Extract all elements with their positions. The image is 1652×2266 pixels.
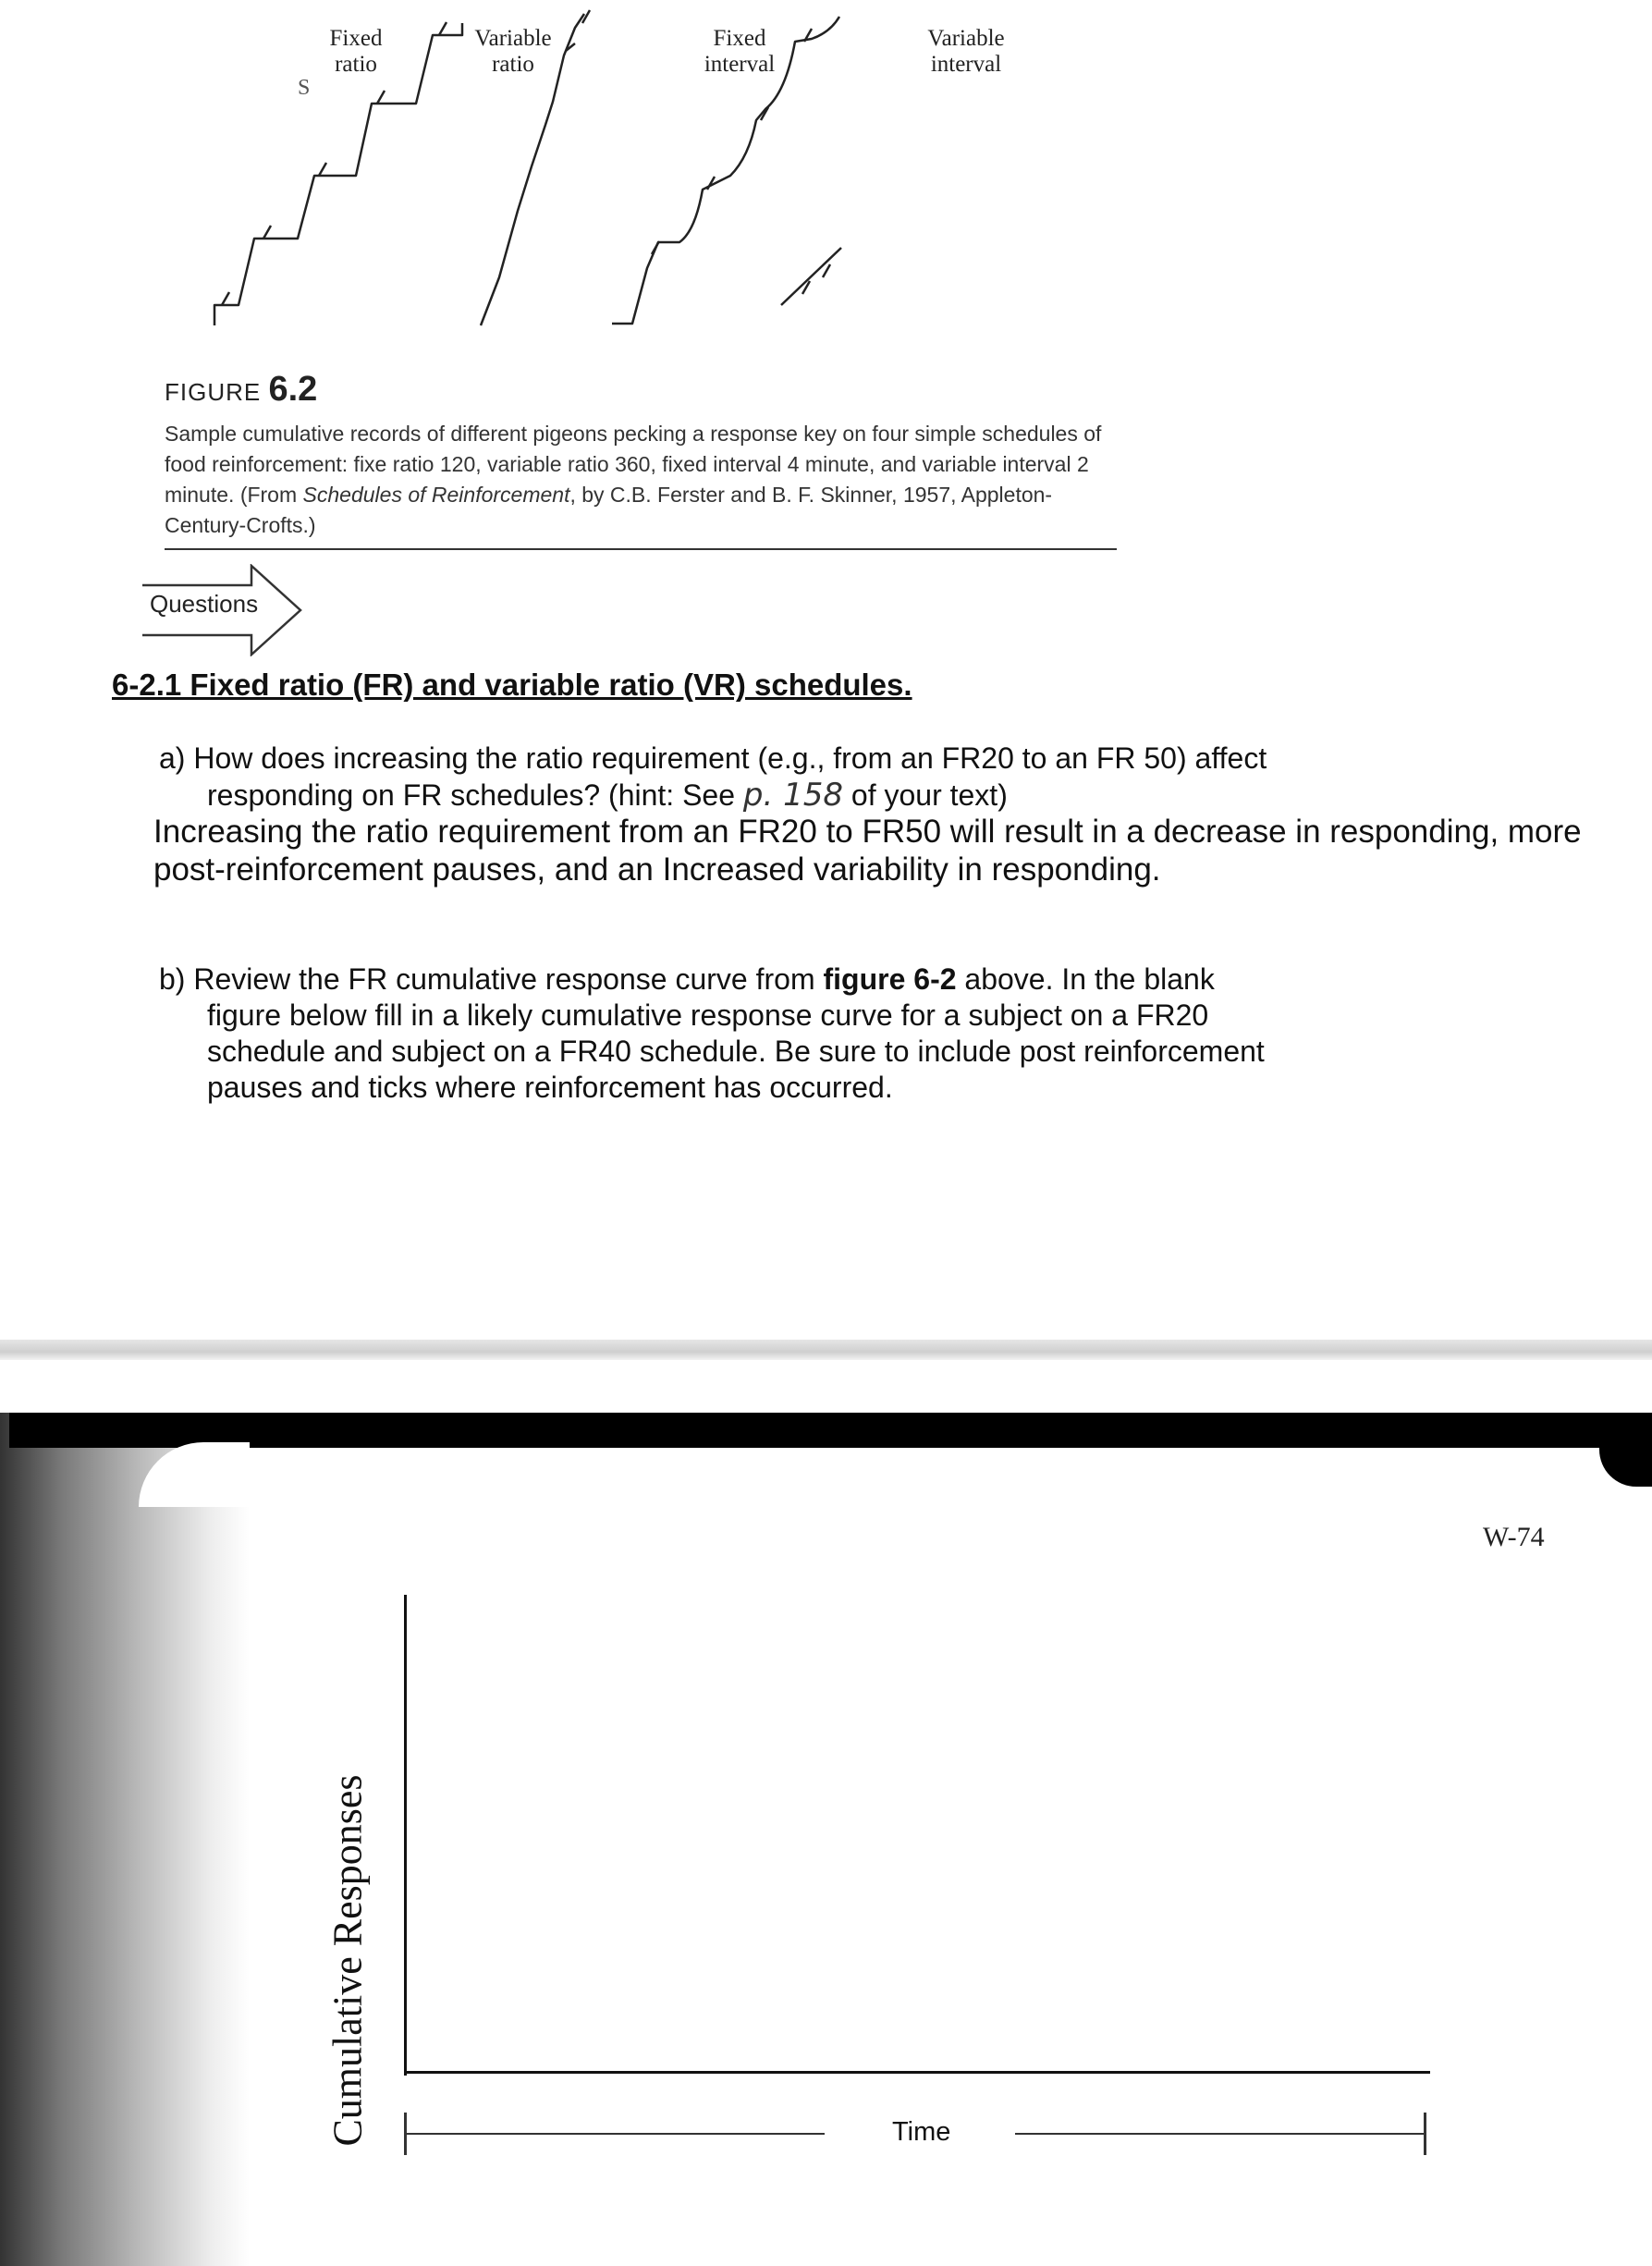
section-title: 6-2.1 Fixed ratio (FR) and variable ratio (VR) schedules. (112, 668, 912, 702)
scan-shadow-left (0, 1413, 250, 2266)
worksheet-page-number: W-74 (1483, 1522, 1545, 1552)
variable-interval-record (781, 248, 841, 305)
answer-a: Increasing the ratio requirement from an FR20 to FR50 will result in a decrease in responding, more post-reinforcement pauses, and an Increased variability in responding. (153, 814, 1582, 888)
label-variable-interval: Variable interval (927, 26, 1005, 77)
variable-interval-ticks (802, 264, 830, 294)
label-variable-ratio: Variable ratio (474, 26, 552, 77)
scan-shadow-top (9, 1413, 1652, 1448)
x-axis (404, 2071, 1430, 2074)
figure-caption: Sample cumulative records of different pigeons pecking a response key on four simple schedules of food reinforcement: fixe ratio 120, variable ratio 360, fixed interval 4 minute, and variable interval 2 minute. (From Schedules of Reinforcement, by C.B. Ferster and B. F. Skinner, 1957, Appleton-Century-Crofts.) (165, 422, 1102, 537)
time-arrow-right (1015, 2133, 1426, 2135)
handwritten-page-number: p. 158 (742, 777, 843, 814)
time-arrow-left (404, 2133, 825, 2135)
svg-text:S: S (298, 76, 311, 100)
x-axis-label: Time (892, 2117, 951, 2147)
question-b: b) Review the FR cumulative response curve from figure 6-2 above. In the blank figure below fill in a likely cumulative response curve for a subject on a FR20 schedule and subject on a FR40 schedule. Be sure to include post reinforcement pauses and ticks where reinforcement has occurred. (159, 962, 1265, 1104)
time-end-tick (1424, 2113, 1426, 2155)
y-axis (404, 1595, 407, 2076)
question-a: a) How does increasing the ratio requirement (e.g., from an FR20 to an FR 50) affect responding on FR schedules? (hint: See p. 158 of your text) (159, 741, 1267, 814)
caption-rule (165, 548, 1117, 550)
scan-shadow-right (1599, 1413, 1652, 1487)
questions-label: Questions (150, 590, 259, 618)
page-divider (0, 1340, 1652, 1360)
label-fixed-ratio: Fixed ratio (329, 26, 383, 77)
figure-title: FIGURE 6.2 (165, 370, 318, 409)
label-fixed-interval: Fixed interval (704, 26, 776, 77)
cumulative-records-figure (0, 0, 1652, 370)
